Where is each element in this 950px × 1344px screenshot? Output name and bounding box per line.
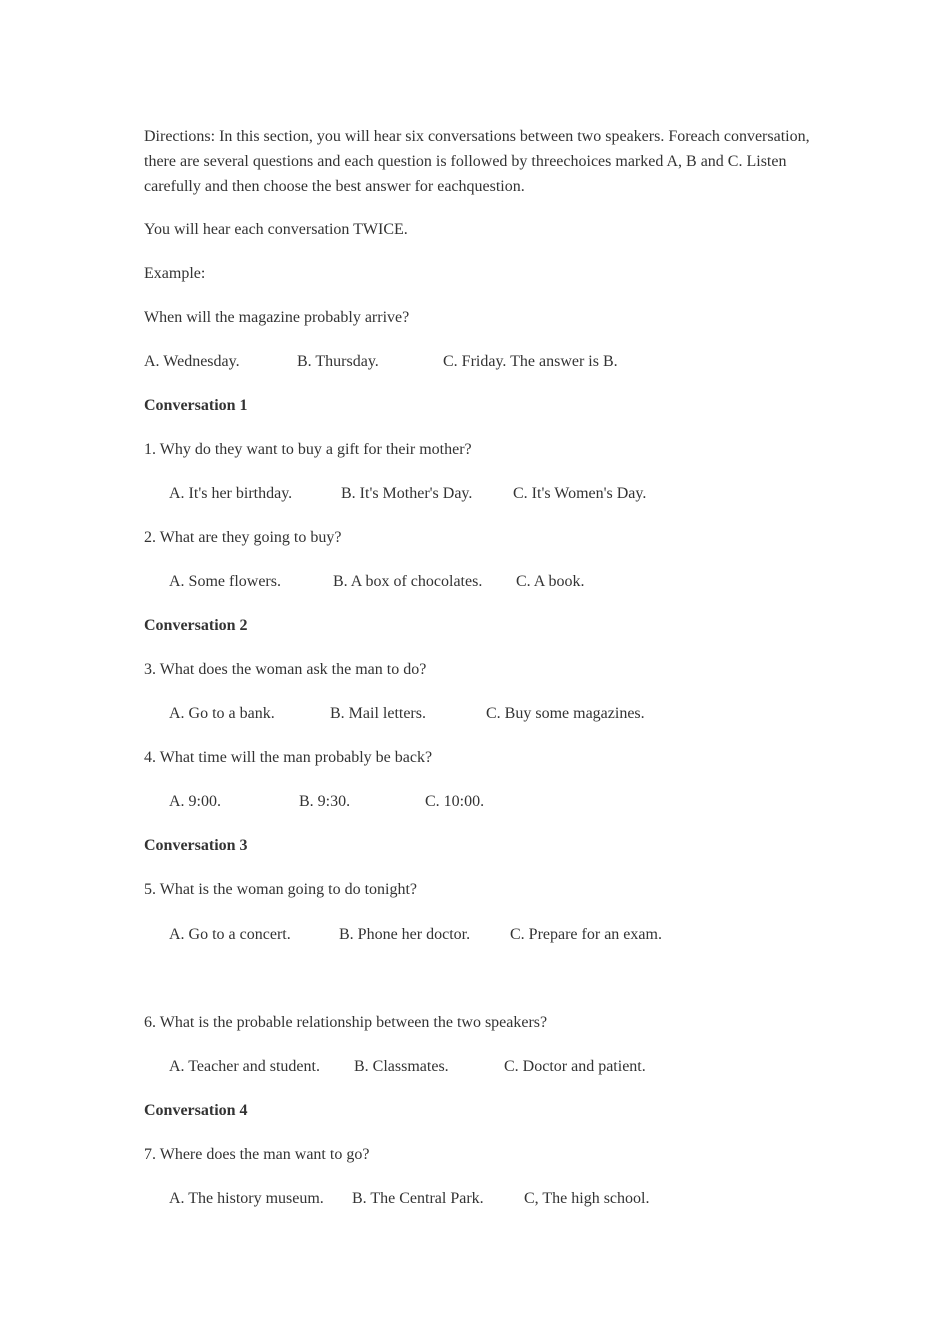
option-b: B. 9:30. — [299, 793, 351, 810]
option-b: B. A box of chocolates. — [333, 573, 483, 590]
conversation-heading: Conversation 2 — [144, 617, 248, 634]
conversation-heading: Conversation 4 — [144, 1102, 248, 1119]
question-5: 5. What is the woman going to do tonight? — [144, 881, 418, 898]
option-c: C. A book. — [516, 573, 585, 590]
option-a: A. The history museum. — [169, 1190, 324, 1207]
question-2: 2. What are they going to buy? — [144, 529, 342, 546]
twice-note: You will hear each conversation TWICE. — [144, 221, 408, 238]
option-c: C. 10:00. — [425, 793, 485, 810]
option-c: C. Doctor and patient. — [504, 1058, 646, 1075]
option-a: A. 9:00. — [169, 793, 221, 810]
option-b: B. The Central Park. — [352, 1190, 484, 1207]
conversation-heading: Conversation 1 — [144, 397, 248, 414]
option-c: C. Prepare for an exam. — [510, 926, 662, 943]
question-3: 3. What does the woman ask the man to do? — [144, 661, 427, 678]
example-option-b: B. Thursday. — [297, 353, 379, 370]
option-b: B. It's Mother's Day. — [341, 485, 473, 502]
question-7: 7. Where does the man want to go? — [144, 1146, 370, 1163]
option-b: B. Classmates. — [354, 1058, 449, 1075]
option-c: C. Buy some magazines. — [486, 705, 645, 722]
option-c: C, The high school. — [524, 1190, 650, 1207]
exam-page — [144, 124, 814, 1207]
example-label: Example: — [144, 265, 206, 282]
option-a: A. Teacher and student. — [169, 1058, 320, 1075]
directions-text: Directions: In this section, you will hear six conversations between two speakers. Foreach conversation, there are several questions and each question is followed by threechoices marked A, B and C. Listen carefully and then choose the best answer for eachquestion. — [144, 128, 810, 195]
question-6: 6. What is the probable relationship between the two speakers? — [144, 1014, 548, 1031]
option-b: B. Mail letters. — [330, 705, 426, 722]
example-question: When will the magazine probably arrive? — [144, 309, 410, 326]
example-option-a: A. Wednesday. — [144, 353, 240, 370]
option-b: B. Phone her doctor. — [339, 926, 471, 943]
option-a: A. Go to a concert. — [169, 926, 291, 943]
option-a: A. Go to a bank. — [169, 705, 275, 722]
option-c: C. It's Women's Day. — [513, 485, 647, 502]
option-a: A. Some flowers. — [169, 573, 281, 590]
question-4: 4. What time will the man probably be back? — [144, 749, 433, 766]
example-option-c: C. Friday. The answer is B. — [443, 353, 618, 370]
question-1: 1. Why do they want to buy a gift for their mother? — [144, 441, 472, 458]
conversation-heading: Conversation 3 — [144, 837, 248, 854]
option-a: A. It's her birthday. — [169, 485, 293, 502]
